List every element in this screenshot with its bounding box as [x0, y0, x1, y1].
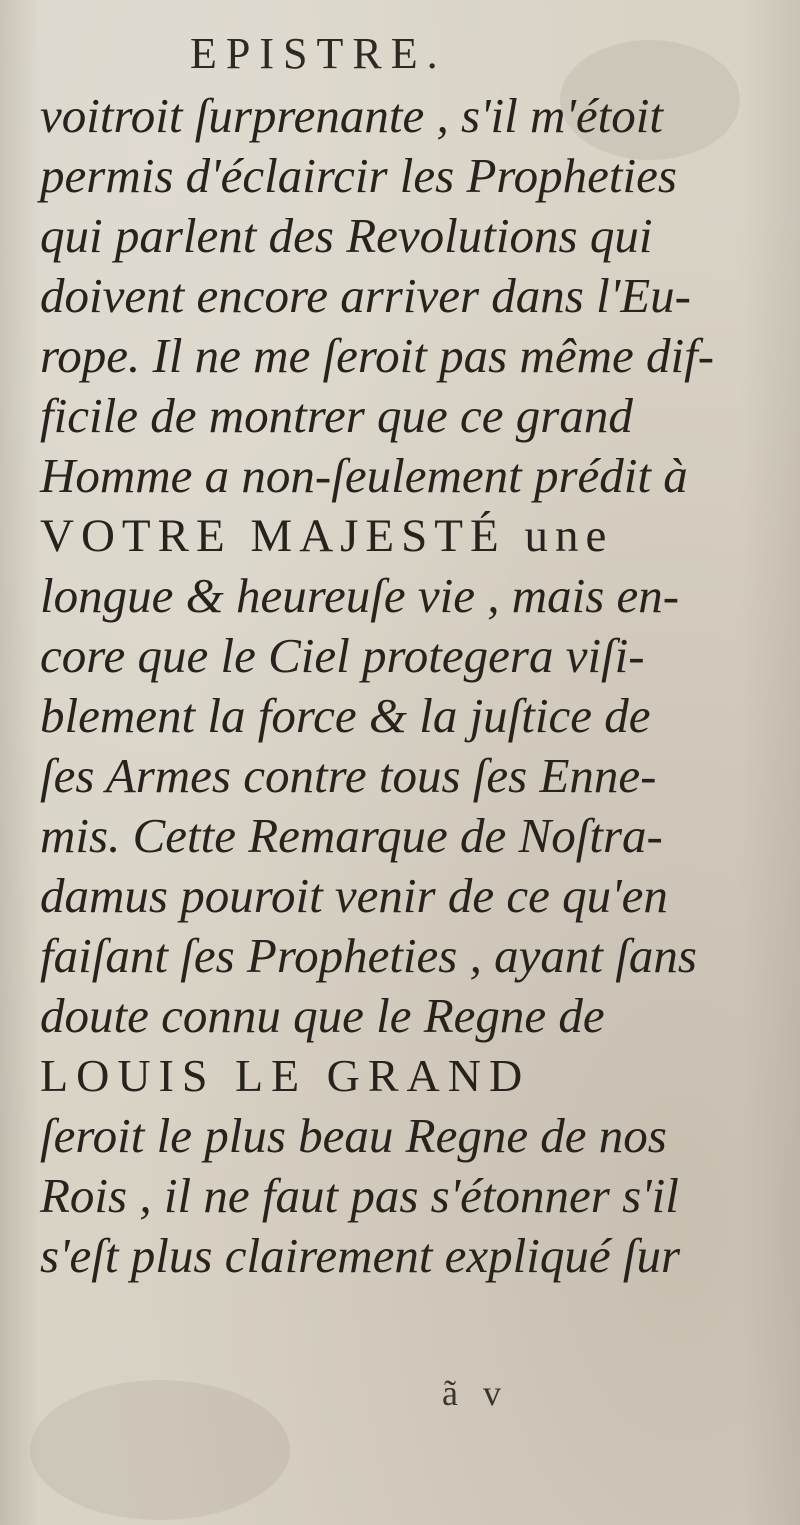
text-line: ſeroit le plus beau Regne de nos [40, 1108, 667, 1163]
body-text [40, 86, 760, 1286]
text-line: rope. Il ne me ſeroit pas même dif- [40, 328, 715, 383]
paper-stain [30, 1380, 290, 1520]
text-line: faiſant ſes Propheties , ayant ſans [40, 928, 697, 983]
running-head: EPISTRE. [190, 29, 447, 78]
text-line: core que le Ciel protegera viſi- [40, 628, 645, 683]
text-line: Rois , il ne faut pas s'étonner s'il [40, 1168, 679, 1223]
text-line: doivent encore arriver dans l'Eu- [40, 268, 691, 323]
text-line: voitroit ſurprenante , s'il m'étoit [40, 88, 663, 143]
text-line: longue & heureuſe vie , mais en- [40, 568, 680, 623]
text-line: ficile de montrer que ce grand [40, 388, 633, 443]
text-line: LOUIS LE GRAND [40, 1050, 531, 1101]
text-line: blement la force & la juſtice de [40, 688, 651, 743]
text-line: VOTRE MAJESTÉ une [40, 510, 614, 562]
text-line: qui parlent des Revolutions qui [40, 208, 653, 263]
text-line: ſes Armes contre tous ſes Enne- [40, 748, 657, 803]
text-line: s'eſt plus clairement expliqué ſur [40, 1228, 681, 1283]
text-line: Homme a non-ſeulement prédit à [40, 448, 688, 503]
signature-mark: ã v [442, 1373, 509, 1413]
text-line: damus pouroit venir de ce qu'en [40, 868, 668, 923]
text-line: permis d'éclaircir les Propheties [40, 148, 677, 203]
text-line: doute connu que le Regne de [40, 988, 605, 1043]
text-line: mis. Cette Remarque de Noſtra- [40, 808, 663, 863]
